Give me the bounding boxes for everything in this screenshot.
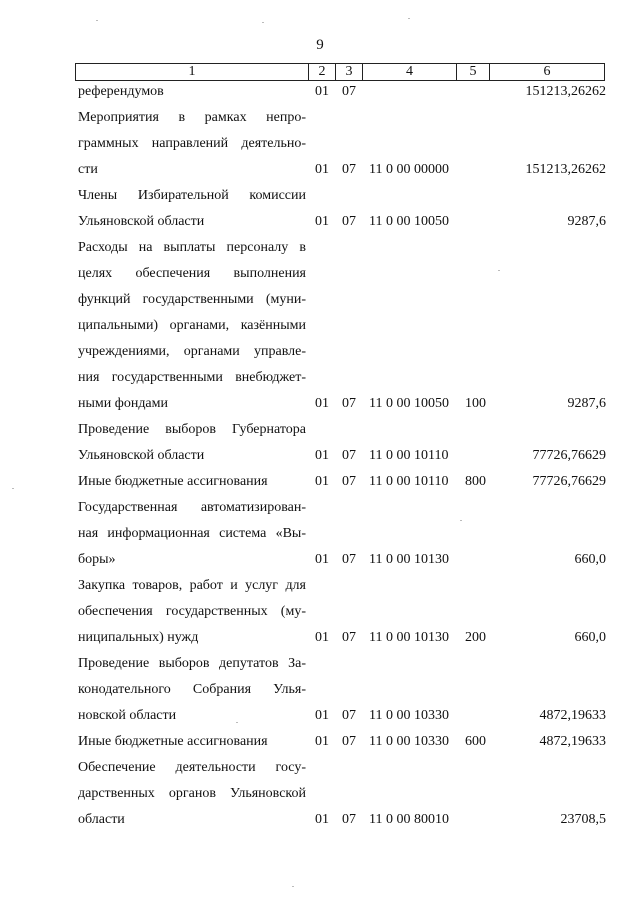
description-line: дарственных органов Ульяновской	[78, 786, 306, 801]
scan-speck	[498, 270, 500, 271]
row-description	[78, 105, 306, 183]
amount: 151213,26262	[525, 162, 606, 177]
table-row	[0, 79, 640, 105]
description-line: ная информационная система «Вы-	[78, 526, 306, 541]
amount: 9287,6	[567, 214, 606, 229]
table-row	[0, 573, 640, 651]
subsection-code: 07	[342, 630, 356, 645]
scan-speck	[262, 22, 264, 23]
description-line: обеспечения государственных (му-	[78, 604, 306, 619]
table-row	[0, 469, 640, 495]
column-header-row	[76, 64, 605, 81]
description-line: референдумов	[78, 84, 164, 99]
amount: 4872,19633	[539, 734, 606, 749]
section-code: 01	[315, 162, 329, 177]
description-line: Ульяновской области	[78, 448, 205, 463]
target-article-code: 11 0 00 10050	[369, 214, 449, 229]
column-header-2: 2	[309, 64, 336, 81]
row-description	[78, 755, 306, 833]
column-header-6: 6	[490, 64, 605, 81]
section-code: 01	[315, 812, 329, 827]
subsection-code: 07	[342, 708, 356, 723]
description-line: Расходы на выплаты персоналу в	[78, 240, 306, 255]
column-header-3: 3	[336, 64, 363, 81]
section-code: 01	[315, 396, 329, 411]
table-row	[0, 105, 640, 183]
description-line: Обеспечение деятельности госу-	[78, 760, 306, 775]
description-line: конодательного Собрания Улья-	[78, 682, 306, 697]
row-description	[78, 469, 306, 495]
description-line: Мероприятия в рамках непро-	[78, 110, 306, 125]
target-article-code: 11 0 00 00000	[369, 162, 449, 177]
scan-speck	[12, 488, 14, 489]
amount: 77726,76629	[532, 448, 606, 463]
description-line: граммных направлений деятельно-	[78, 136, 306, 151]
amount: 660,0	[574, 630, 606, 645]
row-description	[78, 417, 306, 469]
expense-type-code: 600	[465, 734, 486, 749]
column-header-1: 1	[76, 64, 309, 81]
target-article-code: 11 0 00 10110	[369, 474, 449, 489]
row-description	[78, 573, 306, 651]
table-row	[0, 417, 640, 469]
table-row	[0, 183, 640, 235]
description-line: целях обеспечения выполнения	[78, 266, 306, 281]
row-description	[78, 495, 306, 573]
description-line: Ульяновской области	[78, 214, 205, 229]
description-line: Государственная автоматизирован-	[78, 500, 306, 515]
row-description	[78, 235, 306, 417]
section-code: 01	[315, 474, 329, 489]
description-line: области	[78, 812, 125, 827]
section-code: 01	[315, 708, 329, 723]
scan-speck	[236, 722, 238, 723]
description-line: Проведение выборов депутатов За-	[78, 656, 306, 671]
subsection-code: 07	[342, 162, 356, 177]
description-line: Иные бюджетные ассигнования	[78, 474, 268, 489]
description-line: ными фондами	[78, 396, 169, 411]
description-line: ниципальных) нужд	[78, 630, 199, 645]
section-code: 01	[315, 84, 329, 99]
subsection-code: 07	[342, 214, 356, 229]
subsection-code: 07	[342, 474, 356, 489]
subsection-code: 07	[342, 396, 356, 411]
target-article-code: 11 0 00 10330	[369, 708, 449, 723]
target-article-code: 11 0 00 10130	[369, 630, 449, 645]
subsection-code: 07	[342, 812, 356, 827]
amount: 9287,6	[567, 396, 606, 411]
table-row	[0, 495, 640, 573]
description-line: ния государственными внебюджет-	[78, 370, 306, 385]
target-article-code: 11 0 00 80010	[369, 812, 449, 827]
subsection-code: 07	[342, 84, 356, 99]
scan-speck	[408, 18, 410, 19]
row-description	[78, 729, 306, 755]
section-code: 01	[315, 734, 329, 749]
description-line: новской области	[78, 708, 177, 723]
row-description	[78, 79, 306, 105]
description-line: Проведение выборов Губернатора	[78, 422, 306, 437]
table-row	[0, 729, 640, 755]
section-code: 01	[315, 552, 329, 567]
scan-speck	[460, 520, 462, 521]
table-row	[0, 755, 640, 833]
description-line: Иные бюджетные ассигнования	[78, 734, 268, 749]
section-code: 01	[315, 630, 329, 645]
description-line: Члены Избирательной комиссии	[78, 188, 306, 203]
target-article-code: 11 0 00 10130	[369, 552, 449, 567]
table-row	[0, 651, 640, 729]
amount: 151213,26262	[525, 84, 606, 99]
target-article-code: 11 0 00 10330	[369, 734, 449, 749]
section-code: 01	[315, 214, 329, 229]
subsection-code: 07	[342, 734, 356, 749]
description-line: учреждениями, органами управле-	[78, 344, 306, 359]
row-description	[78, 651, 306, 729]
amount: 23708,5	[560, 812, 606, 827]
expense-type-code: 100	[465, 396, 486, 411]
amount: 77726,76629	[532, 474, 606, 489]
description-line: ципальными) органами, казёнными	[78, 318, 306, 333]
target-article-code: 11 0 00 10050	[369, 396, 449, 411]
description-line: Закупка товаров, работ и услуг для	[78, 578, 306, 593]
subsection-code: 07	[342, 552, 356, 567]
table-row	[0, 235, 640, 417]
column-header-4: 4	[363, 64, 457, 81]
column-header-5: 5	[457, 64, 490, 81]
description-line: функций государственными (муни-	[78, 292, 306, 307]
scan-speck	[96, 20, 98, 21]
description-line: сти	[78, 162, 98, 177]
description-line: боры»	[78, 552, 116, 567]
amount: 4872,19633	[539, 708, 606, 723]
expense-type-code: 800	[465, 474, 486, 489]
expense-type-code: 200	[465, 630, 486, 645]
row-description	[78, 183, 306, 235]
page-number: 9	[316, 37, 324, 53]
amount: 660,0	[574, 552, 606, 567]
section-code: 01	[315, 448, 329, 463]
target-article-code: 11 0 00 10110	[369, 448, 449, 463]
subsection-code: 07	[342, 448, 356, 463]
scan-speck	[292, 886, 294, 887]
